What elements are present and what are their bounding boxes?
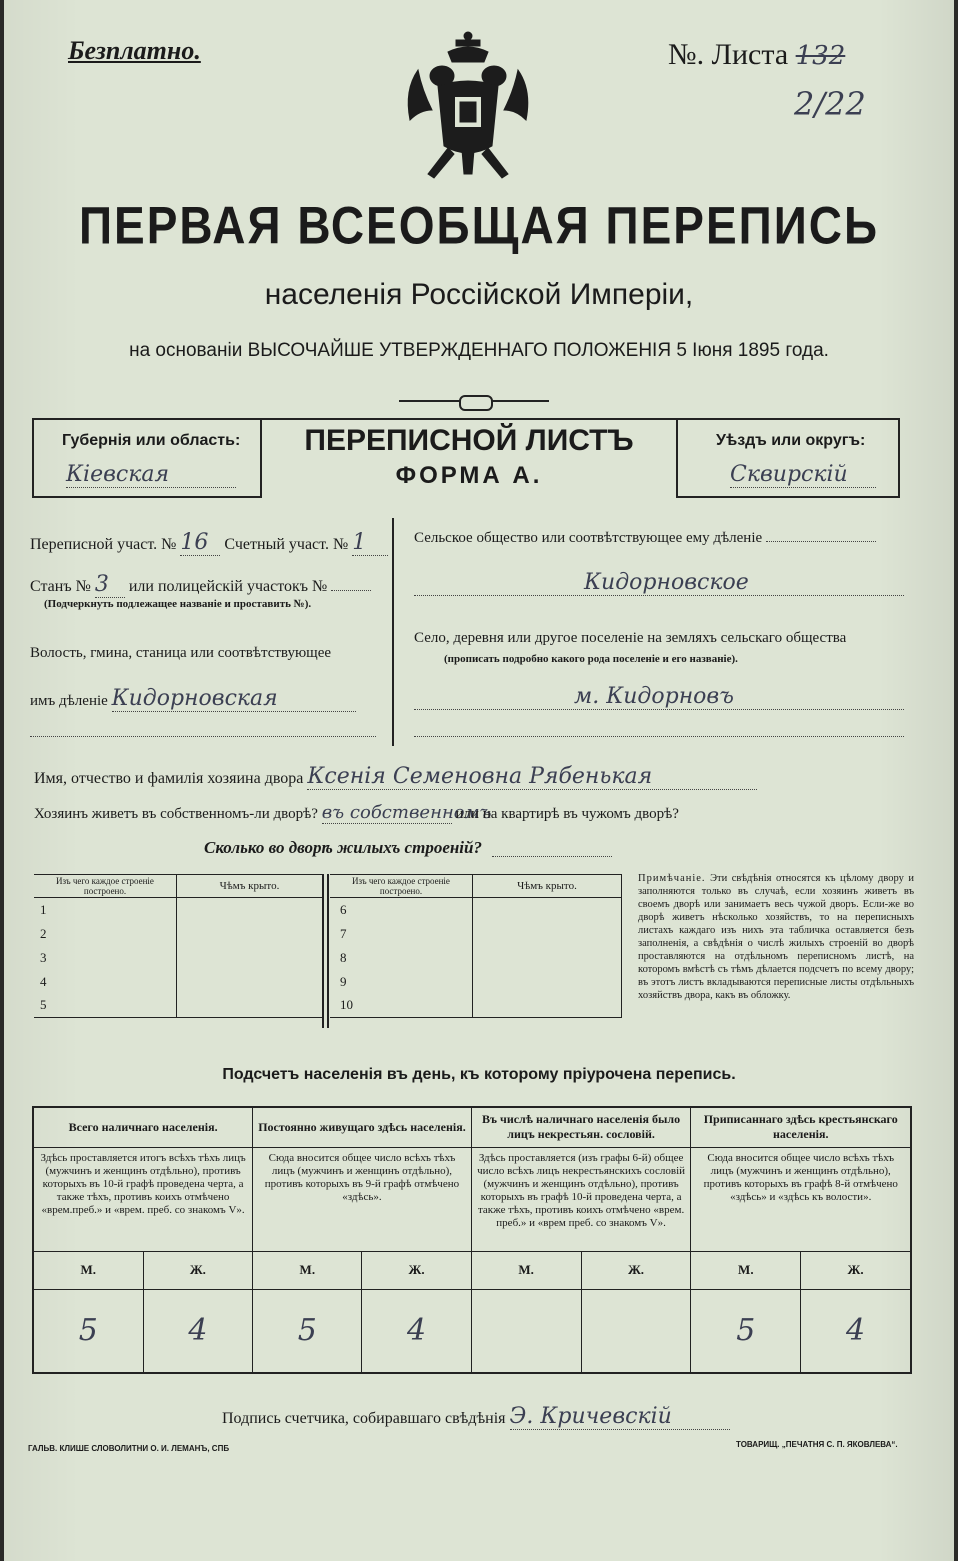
village-note: (прописать подробно какого рода поселеніе и его названіе). [444,653,738,665]
count-header-permanent: Постоянно живущаго здѣсь населенія. [253,1107,472,1147]
buildings-answer-line [492,856,612,857]
count-non-peasant-female [581,1289,691,1373]
buildings-row-number: 10 [330,994,473,1018]
volost-value: Кидорновская [112,686,356,712]
society-value: Кидорновское [414,570,904,596]
buildings-row-number: 9 [330,970,473,994]
page-subtitle: населенія Россійской Имперіи, [264,278,694,311]
free-label: Безплатно. [68,36,201,65]
signature-row [222,1404,730,1430]
uezd-label: Уѣздъ или округъ: [716,432,866,449]
village-label: Село, деревня или другое поселеніе на земляхъ сельскаго общества [414,630,847,646]
schet-value: 1 [352,530,388,556]
perepis-label: Переписной участ. № [30,536,177,553]
fields-divider [392,518,394,746]
count-peasant-female: 4 [801,1289,911,1373]
buildings-table-left [34,874,322,1018]
buildings-divider-a [322,874,324,1028]
owner-lives-value: въ собственномъ [321,802,492,823]
buildings-table-right [330,874,622,1018]
count-table [32,1106,912,1374]
signature-label: Подпись счетчика, собиравшаго свѣдѣнія [222,1410,506,1427]
owner-name-value: Ксенія Семеновна Рябенькая [307,764,757,790]
count-peasant-male: 5 [691,1289,801,1373]
owner-lives-label: Хозяинъ живетъ въ собственномъ-ли дворѣ? [34,806,318,822]
buildings-row-number: 4 [34,970,177,994]
count-permanent-male: 5 [253,1289,362,1373]
male-header: М. [691,1251,801,1289]
buildings-col2-header: Чѣмъ крыто. [177,875,323,898]
female-header: Ж. [362,1251,471,1289]
box-right [898,418,900,498]
box-top-border [32,418,900,420]
count-header-non-peasant: Въ числѣ наличнаго населенія было лицъ некрестьян. сословій. [471,1107,691,1147]
volost-label: Волость, гмина, станица или соотвѣтствующее [30,645,332,661]
owner-name-label: Имя, отчество и фамилія хозяина двора [34,770,304,787]
stan-label: Станъ № [30,578,91,595]
volost-extra-line [30,736,376,737]
female-header: Ж. [801,1251,911,1289]
female-header: Ж. [143,1251,253,1289]
volost-label-2: имъ дѣленіе [30,693,108,709]
village-extra-line [414,736,904,737]
police-value [331,590,371,591]
box-bottom-left [32,496,260,498]
male-header: М. [253,1251,362,1289]
count-desc-permanent: Сюда вносится общее число всѣхъ тѣхъ лицъ (мужчинъ и женщинъ отдѣльно), противъ которыхъ въ 9-й графѣ отмѣчено «здѣсь». [253,1147,472,1251]
stan-note: (Подчеркнуть подлежащее названіе и проставить №). [44,598,312,610]
count-total-male: 5 [33,1289,143,1373]
buildings-question: Сколько во дворѣ жилыхъ строеній? [204,838,482,857]
count-desc-peasant: Сюда вносится общее число всѣхъ тѣхъ лицъ (мужчинъ и женщинъ отдѣльно), противъ которыхъ въ графѣ 8-й отмѣчено «здѣсь» и «здѣсь къ волости». [691,1147,911,1251]
gubernia-value: Кіевская [66,462,236,488]
ornament-divider [399,394,549,408]
stan-row [30,572,371,598]
count-non-peasant-male [471,1289,581,1373]
count-desc-non-peasant: Здѣсь проставляется (изъ графы 6-й) общее число всѣхъ лицъ некрестьянскихъ сословій (мужчинъ и женщинъ отдѣльно), противъ которыхъ въ графѣ 10-й проведена черта, а также тѣхъ, противъ коихъ отмѣчено «врем. преб.» и «врем преб. со знакомъ V». [471,1147,691,1251]
list-title: ПЕРЕПИСНОЙ ЛИСТЪ [304,424,634,457]
owner-name-row [34,764,757,790]
buildings-row-number: 6 [330,898,473,922]
note-text: Эти свѣдѣнія относятся къ цѣлому двору и заполняются только въ случаѣ, если хозяинъ живетъ въ своемъ дворѣ или занимаетъ весь чужой дворъ. Если-же во дворѣ живетъ нѣсколько хозяйствъ, то на переписныхъ листахъ каждаго изъ нихъ эта табличка оставляется безъ заполненія, а свѣдѣнія о числѣ жилыхъ строеній во дворѣ проставляются на отдѣльномъ переписномъ листѣ, на которомъ вмѣстѣ съ тѣмъ дѣлается подсчетъ по всему двору; въ этотъ листъ вкладываются переписные листы отдѣльныхъ хозяйствъ двора, какъ въ обложку. [638,873,915,1001]
stan-value: 3 [95,572,125,598]
female-header: Ж. [581,1251,691,1289]
count-title: Подсчетъ населенія въ день, къ которому пріурочена перепись. [222,1066,736,1083]
decree-line: на основаніи ВЫСОЧАЙШЕ УТВЕРЖДЕННАГО ПОЛОЖЕНІЯ 5 Іюня 1895 года. [129,340,829,361]
census-sheet [4,0,954,1561]
gubernia-label: Губернія или область: [62,432,241,449]
box-divider-2 [676,418,678,498]
count-desc-total: Здѣсь проставляется итогъ всѣхъ тѣхъ лицъ (мужчинъ и женщинъ отдѣльно), противъ которыхъ въ 10-й графѣ проведена черта, а также тѣхъ, противъ коихъ отмѣчено «врем.преб.» и «врем. преб. со знакомъ V». [33,1147,253,1251]
male-header: М. [471,1251,581,1289]
signature-value: Э. Кричевскій [510,1404,730,1430]
village-value: м. Кидорновъ [414,684,904,710]
count-header-peasant: Приписаннаго здѣсь крестьянскаго населенія. [691,1107,911,1147]
buildings-col1-header: Изъ чего каждое строеніе построено. [34,875,177,898]
buildings-col2-header: Чѣмъ крыто. [473,875,622,898]
page-title: ПЕРВАЯ ВСЕОБЩАЯ ПЕРЕПИСЬ [78,195,880,255]
buildings-row-number: 8 [330,946,473,970]
count-total-female: 4 [143,1289,253,1373]
buildings-row-number: 7 [330,922,473,946]
right-imprint: ТОВАРИЩ. „ПЕЧАТНЯ С. П. ЯКОВЛЕВА“. [736,1440,898,1449]
double-headed-eagle-icon [398,30,538,190]
buildings-row-number: 2 [34,922,177,946]
box-left [32,418,34,498]
box-bottom-right [676,496,900,498]
society-row [414,530,876,547]
form-title: ФОРМА А. [395,462,543,489]
sheet-number-label: №. Листа [668,38,789,71]
perepis-value: 16 [180,530,220,556]
buildings-col1-header: Изъ чего каждое строеніе построено. [330,875,473,898]
owner-lives-label-2: или на квартирѣ въ чужомъ дворѣ? [455,806,679,822]
buildings-divider-b [327,874,329,1028]
owner-lives-row [34,802,679,824]
sheet-number-value: 132 [795,41,846,71]
perepis-row [30,530,388,556]
count-permanent-female: 4 [362,1289,471,1373]
note-block [638,872,914,1002]
buildings-row-number: 1 [34,898,177,922]
left-imprint: ГАЛЬВ. КЛИШЕ СЛОВОЛИТНИ О. И. ЛЕМАНЪ, СПБ [28,1444,230,1453]
police-label: или полицейскій участокъ № [128,578,328,595]
note-label: Примѣчаніе. [638,873,706,884]
uezd-value: Сквирскій [730,462,876,488]
sheet-number [668,38,845,72]
schet-label: Счетный участ. № [224,536,349,553]
society-line [766,541,876,542]
buildings-row-number: 5 [34,994,177,1018]
male-header: М. [33,1251,143,1289]
count-header-total: Всего наличнаго населенія. [33,1107,253,1147]
volost-row [30,686,356,712]
buildings-row-number: 3 [34,946,177,970]
sheet-number-second: 2/22 [794,85,866,123]
society-label: Сельское общество или соотвѣтствующее ему дѣленіе [414,530,763,546]
